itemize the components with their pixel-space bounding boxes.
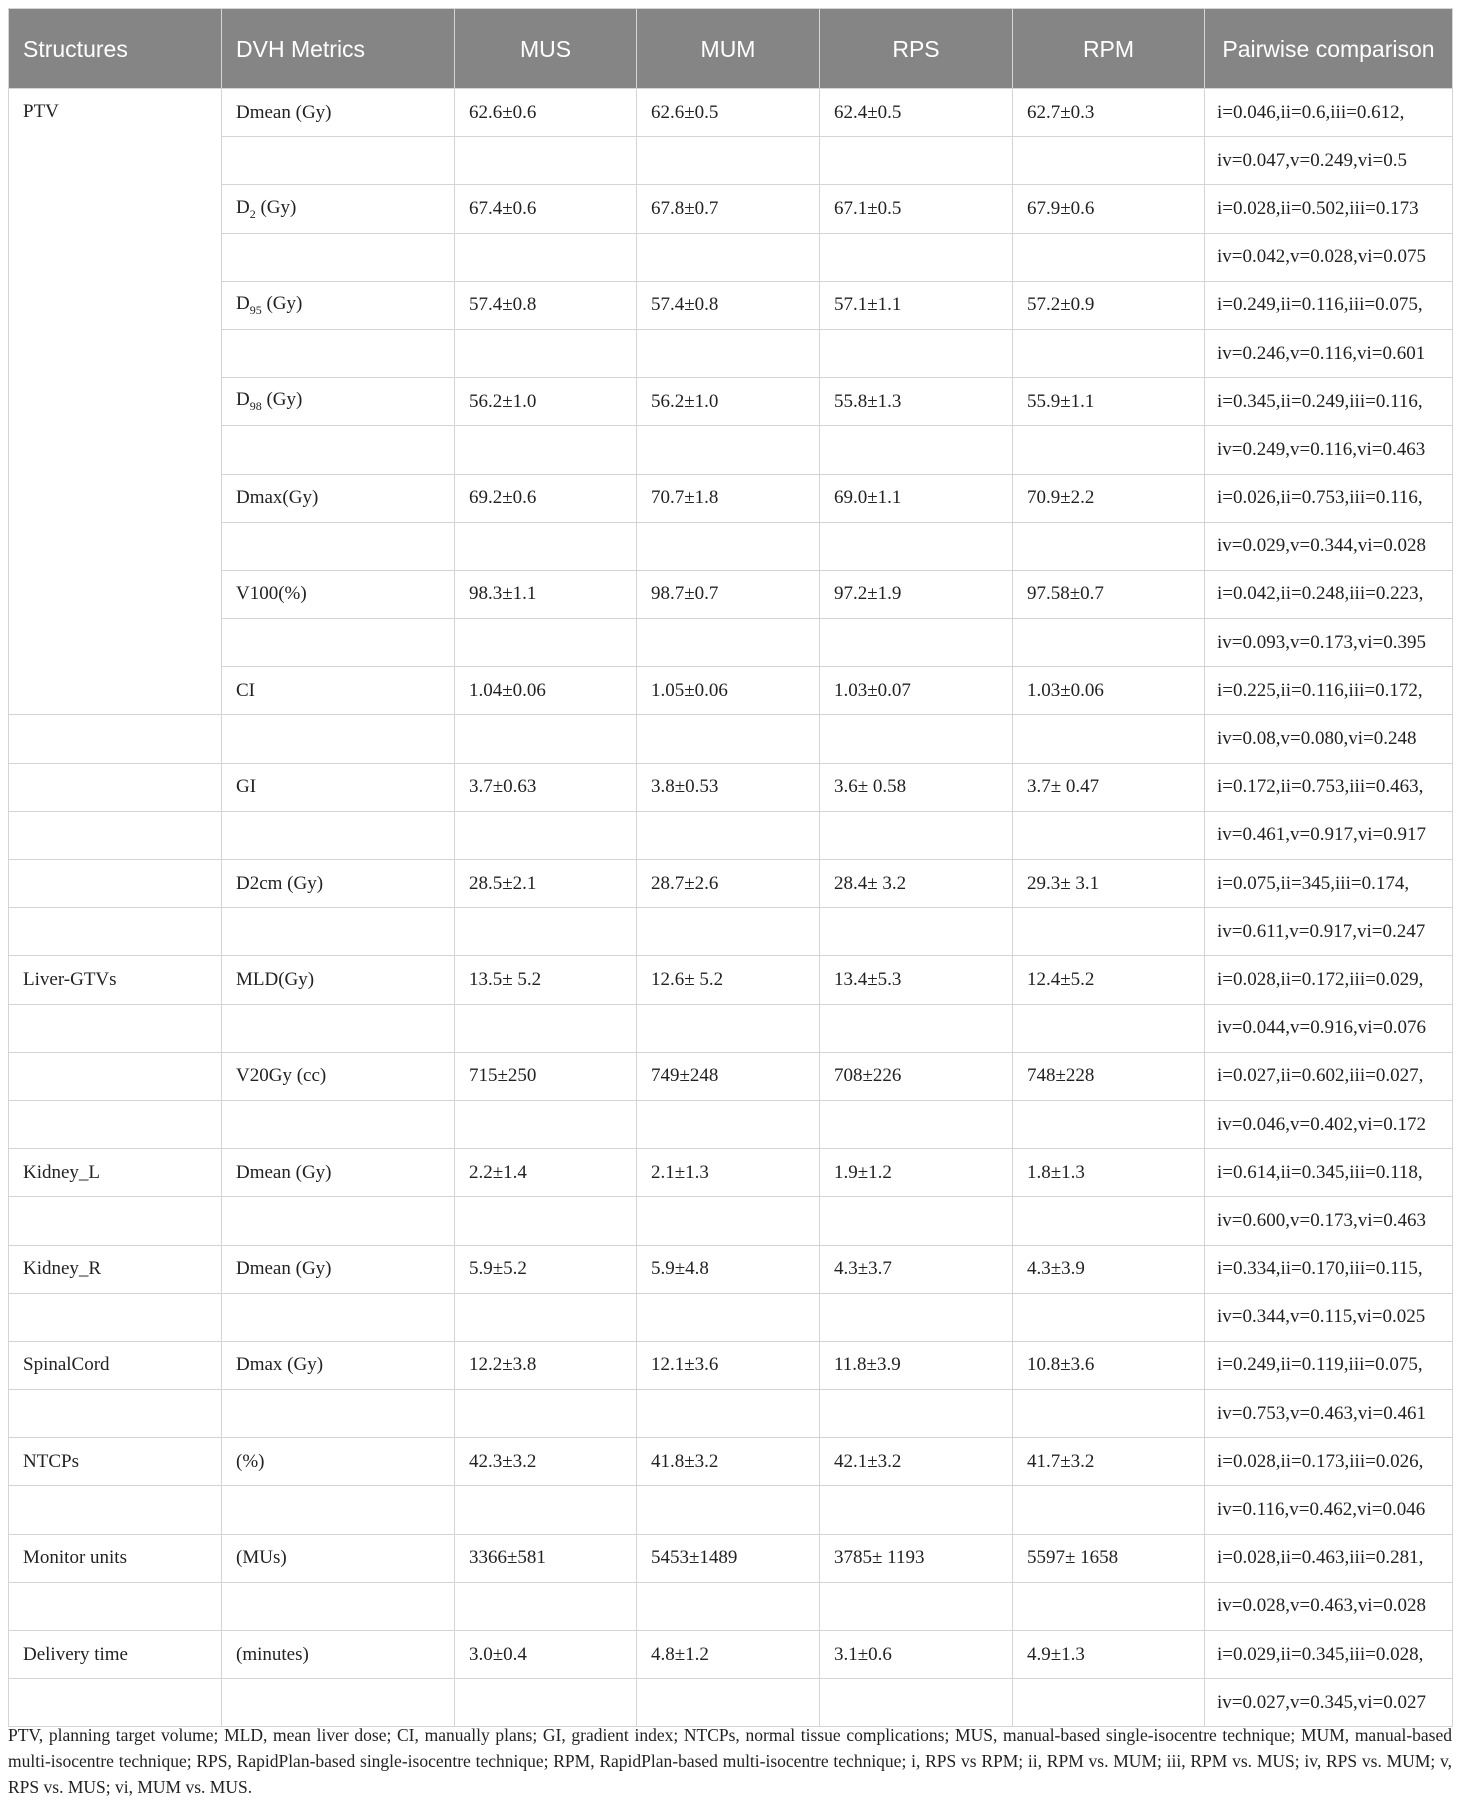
rps-value: 62.4±0.5 bbox=[820, 89, 1013, 137]
metric-cell bbox=[222, 185, 455, 233]
pairwise-line-1: i=0.345,ii=0.249,iii=0.116, bbox=[1205, 378, 1453, 426]
metric-cell-empty bbox=[222, 1582, 455, 1630]
rps-value: 67.1±0.5 bbox=[820, 185, 1013, 233]
metric-base: D bbox=[236, 196, 250, 218]
rpm-empty bbox=[1013, 1293, 1205, 1341]
rpm-empty bbox=[1013, 619, 1205, 667]
rpm-value: 5597± 1658 bbox=[1013, 1534, 1205, 1582]
structure-cell: Liver-GTVs bbox=[9, 956, 222, 1004]
pairwise-line-1: i=0.042,ii=0.248,iii=0.223, bbox=[1205, 570, 1453, 618]
structure-cell: PTV bbox=[9, 89, 222, 715]
table-row bbox=[9, 1631, 1453, 1679]
mus-value: 98.3±1.1 bbox=[455, 570, 637, 618]
rpm-value: 4.9±1.3 bbox=[1013, 1631, 1205, 1679]
rpm-empty bbox=[1013, 1100, 1205, 1148]
mum-empty bbox=[637, 619, 820, 667]
pairwise-line-2: iv=0.029,v=0.344,vi=0.028 bbox=[1205, 522, 1453, 570]
table-row-continuation bbox=[9, 1486, 1453, 1534]
table-row-continuation bbox=[9, 1100, 1453, 1148]
metric-cell-empty bbox=[222, 1197, 455, 1245]
mum-empty bbox=[637, 329, 820, 377]
pairwise-line-2: iv=0.046,v=0.402,vi=0.172 bbox=[1205, 1100, 1453, 1148]
metric-cell-empty bbox=[222, 1486, 455, 1534]
structure-cell-empty bbox=[9, 1004, 222, 1052]
header-mum: MUM bbox=[637, 9, 820, 89]
rpm-empty bbox=[1013, 1486, 1205, 1534]
table-row bbox=[9, 281, 1453, 329]
mum-value: 41.8±3.2 bbox=[637, 1438, 820, 1486]
pairwise-line-1: i=0.028,ii=0.463,iii=0.281, bbox=[1205, 1534, 1453, 1582]
mum-value: 62.6±0.5 bbox=[637, 89, 820, 137]
mus-value: 67.4±0.6 bbox=[455, 185, 637, 233]
mum-value: 749±248 bbox=[637, 1052, 820, 1100]
table-row-continuation bbox=[9, 426, 1453, 474]
rps-empty bbox=[820, 619, 1013, 667]
mum-empty bbox=[637, 522, 820, 570]
metric-cell: D2cm (Gy) bbox=[222, 860, 455, 908]
structure-cell-empty bbox=[9, 1486, 222, 1534]
metric-unit: (Gy) bbox=[261, 389, 303, 411]
rps-empty bbox=[820, 1100, 1013, 1148]
rps-empty bbox=[820, 1004, 1013, 1052]
metric-cell: Dmax(Gy) bbox=[222, 474, 455, 522]
rpm-value: 29.3± 3.1 bbox=[1013, 860, 1205, 908]
rps-empty bbox=[820, 1486, 1013, 1534]
rps-value: 97.2±1.9 bbox=[820, 570, 1013, 618]
mus-empty bbox=[455, 1679, 637, 1727]
rpm-value: 41.7±3.2 bbox=[1013, 1438, 1205, 1486]
table-row bbox=[9, 763, 1453, 811]
metric-cell-empty bbox=[222, 1390, 455, 1438]
rps-empty bbox=[820, 715, 1013, 763]
pairwise-line-1: i=0.028,ii=0.502,iii=0.173 bbox=[1205, 185, 1453, 233]
mus-value: 3366±581 bbox=[455, 1534, 637, 1582]
metric-cell-empty bbox=[222, 1004, 455, 1052]
mus-empty bbox=[455, 1197, 637, 1245]
table-row bbox=[9, 1341, 1453, 1389]
structure-cell: NTCPs bbox=[9, 1438, 222, 1486]
rpm-empty bbox=[1013, 1390, 1205, 1438]
table-row bbox=[9, 667, 1453, 715]
mum-value: 56.2±1.0 bbox=[637, 378, 820, 426]
header-structures: Structures bbox=[9, 9, 222, 89]
metric-subscript: 98 bbox=[249, 399, 262, 414]
table-row-continuation bbox=[9, 908, 1453, 956]
structure-cell: Kidney_R bbox=[9, 1245, 222, 1293]
structure-cell bbox=[9, 860, 222, 908]
pairwise-line-2: iv=0.246,v=0.116,vi=0.601 bbox=[1205, 329, 1453, 377]
rpm-value: 12.4±5.2 bbox=[1013, 956, 1205, 1004]
metric-cell-empty bbox=[222, 426, 455, 474]
structure-cell-empty bbox=[9, 1679, 222, 1727]
pairwise-line-1: i=0.028,ii=0.172,iii=0.029, bbox=[1205, 956, 1453, 1004]
structure-cell-empty bbox=[9, 1293, 222, 1341]
rpm-value: 57.2±0.9 bbox=[1013, 281, 1205, 329]
table-row bbox=[9, 378, 1453, 426]
table-row-continuation bbox=[9, 522, 1453, 570]
mum-value: 1.05±0.06 bbox=[637, 667, 820, 715]
metric-cell bbox=[222, 378, 455, 426]
mum-empty bbox=[637, 1390, 820, 1438]
mus-value: 56.2±1.0 bbox=[455, 378, 637, 426]
rpm-empty bbox=[1013, 908, 1205, 956]
rpm-empty bbox=[1013, 811, 1205, 859]
metric-cell: MLD(Gy) bbox=[222, 956, 455, 1004]
pairwise-line-1: i=0.046,ii=0.6,iii=0.612, bbox=[1205, 89, 1453, 137]
structure-cell-empty bbox=[9, 1197, 222, 1245]
mum-empty bbox=[637, 426, 820, 474]
mus-empty bbox=[455, 233, 637, 281]
table-row-continuation bbox=[9, 233, 1453, 281]
rps-empty bbox=[820, 811, 1013, 859]
pairwise-line-2: iv=0.047,v=0.249,vi=0.5 bbox=[1205, 137, 1453, 185]
rpm-empty bbox=[1013, 1004, 1205, 1052]
mus-value: 62.6±0.6 bbox=[455, 89, 637, 137]
mum-empty bbox=[637, 1679, 820, 1727]
metric-unit: (Gy) bbox=[261, 292, 303, 314]
mus-value: 1.04±0.06 bbox=[455, 667, 637, 715]
mus-value: 3.7±0.63 bbox=[455, 763, 637, 811]
metric-cell-empty bbox=[222, 137, 455, 185]
pairwise-line-1: i=0.249,ii=0.119,iii=0.075, bbox=[1205, 1341, 1453, 1389]
rps-value: 13.4±5.3 bbox=[820, 956, 1013, 1004]
metric-subscript: 2 bbox=[249, 206, 256, 221]
rpm-empty bbox=[1013, 1679, 1205, 1727]
mum-empty bbox=[637, 1197, 820, 1245]
mus-empty bbox=[455, 522, 637, 570]
metric-unit: (Gy) bbox=[255, 196, 297, 218]
rpm-value: 62.7±0.3 bbox=[1013, 89, 1205, 137]
structure-cell: Delivery time bbox=[9, 1631, 222, 1679]
rps-empty bbox=[820, 522, 1013, 570]
rps-value: 3785± 1193 bbox=[820, 1534, 1013, 1582]
rps-empty bbox=[820, 1197, 1013, 1245]
metric-cell: CI bbox=[222, 667, 455, 715]
table-footnote: PTV, planning target volume; MLD, mean liver dose; CI, manually plans; GI, gradient index; NTCPs, normal tissue complications; MUS, manual-based single-isocentre technique; MUM, manual-based multi-isocentre technique; RPS, RapidPlan-based single-isocentre technique; RPM, RapidPlan-based multi-isocentre technique; i, RPS vs RPM; ii, RPM vs. MUM; iii, RPM vs. MUS; iv, RPS vs. MUM; v, RPS vs. MUS; vi, MUM vs. MUS. bbox=[8, 1725, 1452, 1797]
table-body bbox=[9, 89, 1453, 1727]
metric-cell-empty bbox=[222, 811, 455, 859]
structure-cell-empty bbox=[9, 1100, 222, 1148]
mus-value: 42.3±3.2 bbox=[455, 1438, 637, 1486]
rps-value: 3.6± 0.58 bbox=[820, 763, 1013, 811]
mum-empty bbox=[637, 1004, 820, 1052]
structure-cell-empty bbox=[9, 811, 222, 859]
metric-cell-empty bbox=[222, 1100, 455, 1148]
metric-cell: V20Gy (cc) bbox=[222, 1052, 455, 1100]
structure-cell bbox=[9, 763, 222, 811]
header-rps: RPS bbox=[820, 9, 1013, 89]
table-row bbox=[9, 570, 1453, 618]
header-dvh-metrics: DVH Metrics bbox=[222, 9, 455, 89]
mum-value: 5453±1489 bbox=[637, 1534, 820, 1582]
table-row-continuation bbox=[9, 1293, 1453, 1341]
mus-value: 715±250 bbox=[455, 1052, 637, 1100]
rps-empty bbox=[820, 908, 1013, 956]
mus-value: 3.0±0.4 bbox=[455, 1631, 637, 1679]
table-row bbox=[9, 956, 1453, 1004]
mum-value: 2.1±1.3 bbox=[637, 1149, 820, 1197]
mus-value: 2.2±1.4 bbox=[455, 1149, 637, 1197]
mus-value: 57.4±0.8 bbox=[455, 281, 637, 329]
rps-value: 28.4± 3.2 bbox=[820, 860, 1013, 908]
pairwise-line-2: iv=0.027,v=0.345,vi=0.027 bbox=[1205, 1679, 1453, 1727]
rps-empty bbox=[820, 1679, 1013, 1727]
metric-cell-empty bbox=[222, 908, 455, 956]
table-row bbox=[9, 89, 1453, 137]
table-row-continuation bbox=[9, 329, 1453, 377]
pairwise-line-1: i=0.614,ii=0.345,iii=0.118, bbox=[1205, 1149, 1453, 1197]
rpm-value: 97.58±0.7 bbox=[1013, 570, 1205, 618]
metric-cell-empty bbox=[222, 715, 455, 763]
mus-empty bbox=[455, 908, 637, 956]
rpm-value: 748±228 bbox=[1013, 1052, 1205, 1100]
mum-value: 12.6± 5.2 bbox=[637, 956, 820, 1004]
pairwise-line-1: i=0.225,ii=0.116,iii=0.172, bbox=[1205, 667, 1453, 715]
table-row-continuation bbox=[9, 715, 1453, 763]
mum-empty bbox=[637, 715, 820, 763]
pairwise-line-1: i=0.172,ii=0.753,iii=0.463, bbox=[1205, 763, 1453, 811]
rpm-empty bbox=[1013, 426, 1205, 474]
header-rpm: RPM bbox=[1013, 9, 1205, 89]
dvh-metrics-table bbox=[8, 8, 1453, 1727]
rpm-value: 67.9±0.6 bbox=[1013, 185, 1205, 233]
mum-empty bbox=[637, 1293, 820, 1341]
mum-value: 12.1±3.6 bbox=[637, 1341, 820, 1389]
rps-empty bbox=[820, 329, 1013, 377]
rps-empty bbox=[820, 1390, 1013, 1438]
rps-value: 1.9±1.2 bbox=[820, 1149, 1013, 1197]
structure-cell: SpinalCord bbox=[9, 1341, 222, 1389]
pairwise-line-1: i=0.249,ii=0.116,iii=0.075, bbox=[1205, 281, 1453, 329]
table-row-continuation bbox=[9, 1197, 1453, 1245]
rpm-empty bbox=[1013, 1582, 1205, 1630]
rps-value: 55.8±1.3 bbox=[820, 378, 1013, 426]
mum-value: 5.9±4.8 bbox=[637, 1245, 820, 1293]
mus-value: 12.2±3.8 bbox=[455, 1341, 637, 1389]
table-row bbox=[9, 1052, 1453, 1100]
metric-base: D bbox=[236, 292, 250, 314]
rps-value: 11.8±3.9 bbox=[820, 1341, 1013, 1389]
table-row-continuation bbox=[9, 1679, 1453, 1727]
pairwise-line-1: i=0.334,ii=0.170,iii=0.115, bbox=[1205, 1245, 1453, 1293]
rpm-empty bbox=[1013, 329, 1205, 377]
rpm-empty bbox=[1013, 233, 1205, 281]
mus-empty bbox=[455, 1390, 637, 1438]
table-row-continuation bbox=[9, 1004, 1453, 1052]
table-row bbox=[9, 185, 1453, 233]
structure-cell bbox=[9, 1052, 222, 1100]
rpm-empty bbox=[1013, 137, 1205, 185]
mus-empty bbox=[455, 811, 637, 859]
mum-empty bbox=[637, 137, 820, 185]
rps-empty bbox=[820, 137, 1013, 185]
metric-cell-empty bbox=[222, 1293, 455, 1341]
metric-cell: (MUs) bbox=[222, 1534, 455, 1582]
metric-cell-empty bbox=[222, 522, 455, 570]
metric-cell: Dmean (Gy) bbox=[222, 89, 455, 137]
mum-empty bbox=[637, 908, 820, 956]
rps-empty bbox=[820, 1293, 1013, 1341]
mum-value: 98.7±0.7 bbox=[637, 570, 820, 618]
mum-value: 70.7±1.8 bbox=[637, 474, 820, 522]
rps-value: 3.1±0.6 bbox=[820, 1631, 1013, 1679]
pairwise-line-2: iv=0.344,v=0.115,vi=0.025 bbox=[1205, 1293, 1453, 1341]
mus-empty bbox=[455, 1582, 637, 1630]
metric-base: D bbox=[236, 389, 250, 411]
rpm-value: 4.3±3.9 bbox=[1013, 1245, 1205, 1293]
rpm-value: 70.9±2.2 bbox=[1013, 474, 1205, 522]
mum-value: 28.7±2.6 bbox=[637, 860, 820, 908]
mus-empty bbox=[455, 715, 637, 763]
metric-cell-empty bbox=[222, 619, 455, 667]
pairwise-line-2: iv=0.116,v=0.462,vi=0.046 bbox=[1205, 1486, 1453, 1534]
structure-cell: Monitor units bbox=[9, 1534, 222, 1582]
metric-cell: (%) bbox=[222, 1438, 455, 1486]
pairwise-line-2: iv=0.249,v=0.116,vi=0.463 bbox=[1205, 426, 1453, 474]
pairwise-line-1: i=0.029,ii=0.345,iii=0.028, bbox=[1205, 1631, 1453, 1679]
pairwise-line-2: iv=0.044,v=0.916,vi=0.076 bbox=[1205, 1004, 1453, 1052]
mus-value: 13.5± 5.2 bbox=[455, 956, 637, 1004]
mum-empty bbox=[637, 1100, 820, 1148]
structure-cell-empty bbox=[9, 908, 222, 956]
rpm-value: 3.7± 0.47 bbox=[1013, 763, 1205, 811]
metric-cell: GI bbox=[222, 763, 455, 811]
rpm-empty bbox=[1013, 522, 1205, 570]
table-row-continuation bbox=[9, 137, 1453, 185]
rps-value: 708±226 bbox=[820, 1052, 1013, 1100]
table-row-continuation bbox=[9, 619, 1453, 667]
table-row bbox=[9, 1534, 1453, 1582]
metric-cell: Dmax (Gy) bbox=[222, 1341, 455, 1389]
pairwise-line-1: i=0.027,ii=0.602,iii=0.027, bbox=[1205, 1052, 1453, 1100]
mum-empty bbox=[637, 1486, 820, 1534]
metric-cell: (minutes) bbox=[222, 1631, 455, 1679]
table-row bbox=[9, 860, 1453, 908]
mus-empty bbox=[455, 329, 637, 377]
pairwise-line-2: iv=0.600,v=0.173,vi=0.463 bbox=[1205, 1197, 1453, 1245]
table-row bbox=[9, 474, 1453, 522]
metric-subscript: 95 bbox=[249, 302, 262, 317]
rps-value: 57.1±1.1 bbox=[820, 281, 1013, 329]
table-row-continuation bbox=[9, 1390, 1453, 1438]
rps-empty bbox=[820, 1582, 1013, 1630]
pairwise-line-2: iv=0.461,v=0.917,vi=0.917 bbox=[1205, 811, 1453, 859]
table-row bbox=[9, 1438, 1453, 1486]
structure-cell-empty bbox=[9, 1390, 222, 1438]
header-mus: MUS bbox=[455, 9, 637, 89]
pairwise-line-2: iv=0.093,v=0.173,vi=0.395 bbox=[1205, 619, 1453, 667]
table-header-row bbox=[9, 9, 1453, 89]
mum-empty bbox=[637, 1582, 820, 1630]
metric-cell: Dmean (Gy) bbox=[222, 1245, 455, 1293]
rpm-value: 1.8±1.3 bbox=[1013, 1149, 1205, 1197]
table-row-continuation bbox=[9, 811, 1453, 859]
structure-cell: Kidney_L bbox=[9, 1149, 222, 1197]
mus-empty bbox=[455, 137, 637, 185]
table-row bbox=[9, 1149, 1453, 1197]
rpm-value: 55.9±1.1 bbox=[1013, 378, 1205, 426]
header-pairwise-comparison: Pairwise comparison bbox=[1205, 9, 1453, 89]
metric-cell-empty bbox=[222, 233, 455, 281]
pairwise-line-1: i=0.026,ii=0.753,iii=0.116, bbox=[1205, 474, 1453, 522]
mus-empty bbox=[455, 619, 637, 667]
mum-empty bbox=[637, 811, 820, 859]
pairwise-line-2: iv=0.042,v=0.028,vi=0.075 bbox=[1205, 233, 1453, 281]
rps-value: 42.1±3.2 bbox=[820, 1438, 1013, 1486]
rps-empty bbox=[820, 426, 1013, 474]
mus-empty bbox=[455, 1100, 637, 1148]
metric-cell: V100(%) bbox=[222, 570, 455, 618]
rps-empty bbox=[820, 233, 1013, 281]
pairwise-line-1: i=0.028,ii=0.173,iii=0.026, bbox=[1205, 1438, 1453, 1486]
mum-value: 57.4±0.8 bbox=[637, 281, 820, 329]
mum-empty bbox=[637, 233, 820, 281]
mus-value: 5.9±5.2 bbox=[455, 1245, 637, 1293]
pairwise-line-1: i=0.075,ii=345,iii=0.174, bbox=[1205, 860, 1453, 908]
metric-cell-empty bbox=[222, 329, 455, 377]
mus-value: 28.5±2.1 bbox=[455, 860, 637, 908]
rpm-value: 1.03±0.06 bbox=[1013, 667, 1205, 715]
mum-value: 67.8±0.7 bbox=[637, 185, 820, 233]
mus-empty bbox=[455, 1486, 637, 1534]
mus-value: 69.2±0.6 bbox=[455, 474, 637, 522]
metric-cell-empty bbox=[222, 1679, 455, 1727]
metric-cell bbox=[222, 281, 455, 329]
mus-empty bbox=[455, 1293, 637, 1341]
pairwise-line-2: iv=0.028,v=0.463,vi=0.028 bbox=[1205, 1582, 1453, 1630]
mus-empty bbox=[455, 426, 637, 474]
rps-value: 69.0±1.1 bbox=[820, 474, 1013, 522]
mum-value: 3.8±0.53 bbox=[637, 763, 820, 811]
structure-cell-empty bbox=[9, 715, 222, 763]
table-container bbox=[8, 8, 1452, 1727]
rps-value: 4.3±3.7 bbox=[820, 1245, 1013, 1293]
rpm-empty bbox=[1013, 715, 1205, 763]
pairwise-line-2: iv=0.753,v=0.463,vi=0.461 bbox=[1205, 1390, 1453, 1438]
mum-value: 4.8±1.2 bbox=[637, 1631, 820, 1679]
table-row bbox=[9, 1245, 1453, 1293]
mus-empty bbox=[455, 1004, 637, 1052]
pairwise-line-2: iv=0.08,v=0.080,vi=0.248 bbox=[1205, 715, 1453, 763]
table-row-continuation bbox=[9, 1582, 1453, 1630]
structure-cell-empty bbox=[9, 1582, 222, 1630]
rpm-value: 10.8±3.6 bbox=[1013, 1341, 1205, 1389]
metric-cell: Dmean (Gy) bbox=[222, 1149, 455, 1197]
pairwise-line-2: iv=0.611,v=0.917,vi=0.247 bbox=[1205, 908, 1453, 956]
rps-value: 1.03±0.07 bbox=[820, 667, 1013, 715]
rpm-empty bbox=[1013, 1197, 1205, 1245]
